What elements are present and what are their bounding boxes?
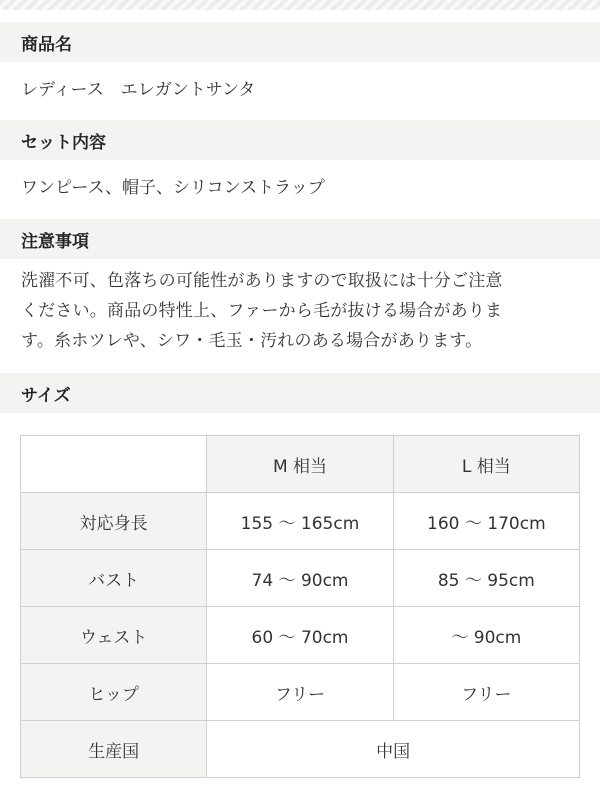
row-label-waist: ウェスト xyxy=(21,607,207,664)
size-col-l-header: L 相当 xyxy=(393,436,579,493)
table-row xyxy=(21,493,580,550)
cell-hip-l: フリー xyxy=(393,664,579,721)
row-label-origin: 生産国 xyxy=(21,721,207,778)
cell-bust-l: 85 〜 95cm xyxy=(393,550,579,607)
cell-hip-m: フリー xyxy=(207,664,393,721)
size-table-corner-cell xyxy=(21,436,207,493)
notes-heading: 注意事項 xyxy=(0,219,600,259)
cell-bust-m: 74 〜 90cm xyxy=(207,550,393,607)
size-col-m-header: M 相当 xyxy=(207,436,393,493)
cell-height-l: 160 〜 170cm xyxy=(393,493,579,550)
row-label-hip: ヒップ xyxy=(21,664,207,721)
table-row xyxy=(21,721,580,778)
table-row xyxy=(21,607,580,664)
notes-line: す。糸ホツレや、シワ・毛玉・汚れのある場合があります。 xyxy=(21,331,483,351)
notes-line: 洗濯不可、色落ちの可能性がありますので取扱には十分ご注意 xyxy=(21,271,503,291)
cell-waist-m: 60 〜 70cm xyxy=(207,607,393,664)
cell-waist-l: 〜 90cm xyxy=(393,607,579,664)
cell-height-m: 155 〜 165cm xyxy=(207,493,393,550)
size-table xyxy=(20,435,580,778)
size-heading: サイズ xyxy=(0,373,600,413)
notes-text xyxy=(21,266,583,356)
table-row xyxy=(21,664,580,721)
product-name-value: レディース エレガントサンタ xyxy=(21,80,256,100)
set-contents-value: ワンピース、帽子、シリコンストラップ xyxy=(21,178,325,198)
row-label-bust: バスト xyxy=(21,550,207,607)
decorative-stripe-bar xyxy=(0,0,600,10)
product-name-heading: 商品名 xyxy=(0,22,600,62)
cell-origin-value: 中国 xyxy=(207,721,580,778)
notes-line: ください。商品の特性上、ファーから毛が抜ける場合がありま xyxy=(21,301,503,321)
table-row xyxy=(21,550,580,607)
set-contents-heading: セット内容 xyxy=(0,120,600,160)
size-table-header-row xyxy=(21,436,580,493)
row-label-height: 対応身長 xyxy=(21,493,207,550)
